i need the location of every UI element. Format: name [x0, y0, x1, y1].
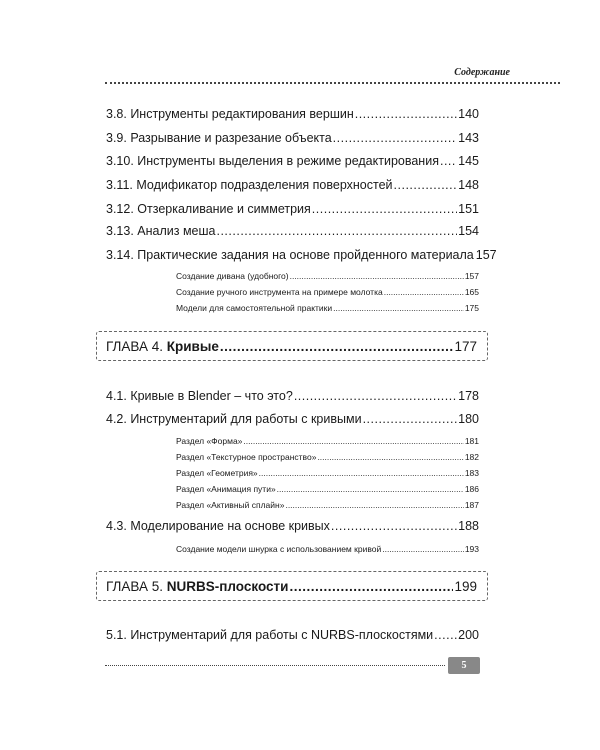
footer-dotted-rule	[105, 665, 445, 666]
dot-leader	[382, 543, 464, 555]
dot-leader	[277, 483, 464, 495]
chapter-title: NURBS-плоскости	[166, 579, 289, 594]
toc-entry-page: 154	[458, 224, 479, 238]
toc-entry-label: 3.12. Отзеркаливание и симметрия	[106, 202, 311, 216]
chapter-title: Кривые	[166, 339, 219, 354]
toc-entry-4-3[interactable]	[106, 518, 479, 534]
toc-entry-page: 151	[458, 202, 479, 216]
toc-entry-3-10[interactable]	[106, 153, 479, 169]
toc-subentry-page: 187	[464, 500, 479, 510]
toc-entry-3-14[interactable]	[106, 247, 497, 263]
dot-leader	[440, 153, 457, 169]
chapter-prefix: ГЛАВА 4.	[106, 339, 167, 354]
toc-entry-label: 3.9. Разрывание и разрезание объекта	[106, 131, 332, 145]
dot-leader	[285, 499, 463, 511]
toc-entry-label: 3.14. Практические задания на основе пройденного материала	[106, 248, 474, 262]
toc-entry-page: 178	[458, 389, 479, 403]
toc-entry-3-11[interactable]	[106, 177, 479, 193]
toc-chapter-4	[106, 338, 477, 355]
toc-subentry-label: Создание модели шнурка с использованием кривой	[176, 544, 382, 554]
toc-subentry[interactable]	[176, 286, 479, 298]
chapter-page: 199	[454, 579, 477, 594]
chapter-page: 177	[454, 339, 477, 354]
chapter-4-box[interactable]	[96, 331, 488, 361]
toc-subentry-label: Раздел «Активный сплайн»	[176, 500, 285, 510]
dot-leader	[363, 411, 458, 427]
chapter-prefix: ГЛАВА 5.	[106, 579, 167, 594]
toc-subentry[interactable]	[176, 435, 479, 447]
toc-entry-label: 3.11. Модификатор подразделения поверхностей	[106, 178, 393, 192]
toc-entry-label: 5.1. Инструментарий для работы с NURBS-плоскостями	[106, 628, 434, 642]
toc-subentry-label: Раздел «Форма»	[176, 436, 243, 446]
toc-subentry-label: Создание дивана (удобного)	[176, 271, 289, 281]
dot-leader	[216, 223, 457, 239]
dot-leader	[331, 518, 457, 534]
toc-entry-5-1[interactable]	[106, 627, 479, 643]
toc-subentry-page: 175	[464, 303, 479, 313]
toc-subentry-label: Раздел «Анимация пути»	[176, 484, 276, 494]
dot-leader	[333, 302, 464, 314]
toc-entry-label: 3.13. Анализ меша	[106, 224, 216, 238]
toc-subentry[interactable]	[176, 467, 479, 479]
dot-leader	[312, 201, 457, 217]
toc-entry-page: 148	[458, 178, 479, 192]
toc-entry-page: 180	[458, 412, 479, 426]
toc-entry-label: 3.8. Инструменты редактирования вершин	[106, 107, 354, 121]
dot-leader	[243, 435, 463, 447]
toc-subentry[interactable]	[176, 483, 479, 495]
toc-subentry[interactable]	[176, 451, 479, 463]
toc-subentry-label: Создание ручного инструмента на примере молотка	[176, 287, 383, 297]
toc-entry-label: 4.2. Инструментарий для работы с кривыми	[106, 412, 362, 426]
dot-leader	[355, 106, 457, 122]
dot-leader	[294, 388, 457, 404]
toc-subentry-page: 181	[464, 436, 479, 446]
toc-subentry-page: 165	[464, 287, 479, 297]
running-header-title: Содержание	[454, 67, 510, 78]
dot-leader	[317, 451, 463, 463]
toc-entry-3-12[interactable]	[106, 201, 479, 217]
dot-leader	[333, 130, 457, 146]
toc-entry-3-9[interactable]	[106, 130, 479, 146]
dot-leader	[434, 627, 457, 643]
toc-entry-page: 145	[458, 154, 479, 168]
toc-entry-label: 4.1. Кривые в Blender – что это?	[106, 389, 293, 403]
toc-entry-4-2[interactable]	[106, 411, 479, 427]
toc-entry-page: 188	[458, 519, 479, 533]
toc-subentry-page: 182	[464, 452, 479, 462]
toc-entry-label: 3.10. Инструменты выделения в режиме редактирования	[106, 154, 439, 168]
header-dotted-rule	[105, 82, 560, 84]
toc-entry-3-8[interactable]	[106, 106, 479, 122]
toc-entry-4-1[interactable]	[106, 388, 479, 404]
toc-subentry-label: Раздел «Геометрия»	[176, 468, 258, 478]
page-number-badge: 5	[448, 657, 480, 674]
toc-subentry-page: 183	[464, 468, 479, 478]
toc-subentry[interactable]	[176, 499, 479, 511]
toc-entry-label: 4.3. Моделирование на основе кривых	[106, 519, 330, 533]
dot-leader	[259, 467, 464, 479]
toc-subentry-page: 157	[464, 271, 479, 281]
toc-subentry-page: 193	[464, 544, 479, 554]
dot-leader	[384, 286, 464, 298]
toc-entry-page: 140	[458, 107, 479, 121]
dot-leader	[394, 177, 458, 193]
toc-entry-page: 200	[458, 628, 479, 642]
toc-subentry-label: Раздел «Текстурное пространство»	[176, 452, 317, 462]
chapter-5-box[interactable]	[96, 571, 488, 601]
toc-subentry[interactable]	[176, 543, 479, 555]
toc-subentry[interactable]	[176, 270, 479, 282]
toc-subentry-page: 186	[464, 484, 479, 494]
dot-leader	[220, 338, 454, 355]
toc-subentry-label: Модели для самостоятельной практики	[176, 303, 333, 313]
toc-entry-page: 157	[475, 248, 497, 262]
dot-leader	[290, 270, 464, 282]
toc-entry-3-13[interactable]	[106, 223, 479, 239]
toc-subentry[interactable]	[176, 302, 479, 314]
toc-entry-page: 143	[458, 131, 479, 145]
toc-chapter-5	[106, 578, 477, 595]
dot-leader	[289, 578, 453, 595]
